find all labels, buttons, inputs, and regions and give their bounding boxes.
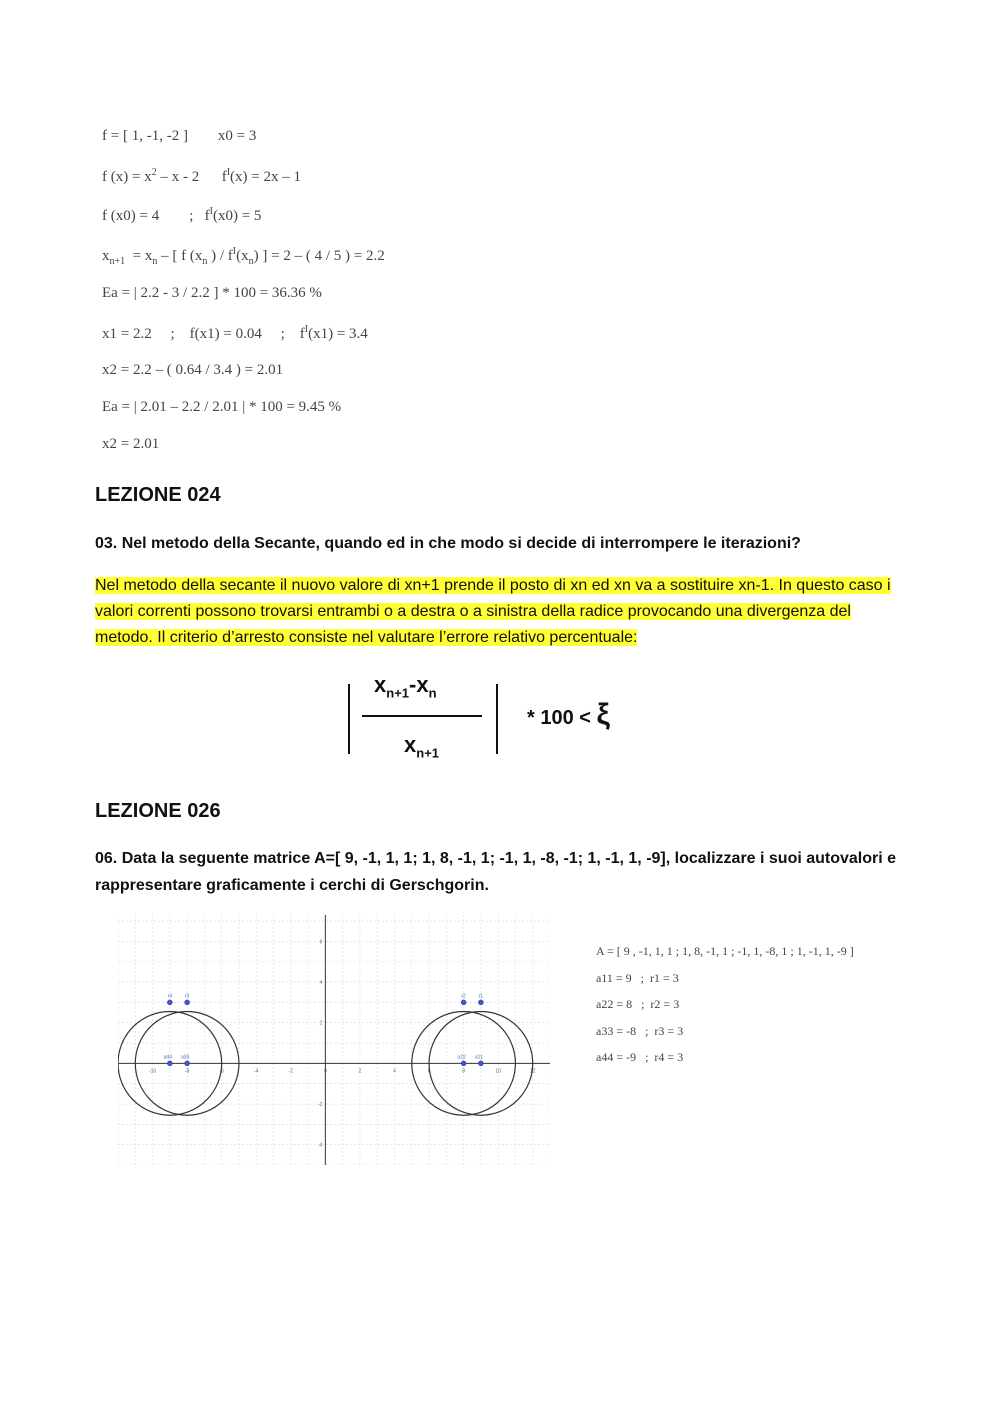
center-point: [478, 1061, 483, 1066]
x-tick-label: 0: [323, 1068, 327, 1075]
x-tick-label: -6: [219, 1068, 224, 1075]
question-03: 03. Nel metodo della Secante, quando ed in che modo si decide di interrompere le iterazioni?: [95, 535, 801, 552]
center-label: a33: [180, 1054, 190, 1061]
answer-highlighted: [95, 573, 907, 651]
radius-label: r1: [478, 993, 484, 1000]
matrix-definition: A = [ 9 , -1, 1, 1 ; 1, 8, -1, 1 ; -1, 1, -8, 1 ; 1, -1, 1, -9 ]: [596, 944, 854, 958]
x-tick-label: -4: [254, 1068, 259, 1075]
x-tick-label: 6: [427, 1068, 431, 1075]
radius-point: [185, 1000, 190, 1005]
y-tick-label: 2: [319, 1020, 323, 1027]
x-tick-label: -10: [148, 1068, 157, 1075]
center-label: a22: [457, 1054, 466, 1061]
step-line: f = [ 1, -1, -2 ] x0 = 3: [102, 128, 257, 144]
fraction-line: [362, 715, 482, 717]
x-tick-label: -2: [288, 1068, 294, 1075]
x-tick-label: 12: [529, 1068, 536, 1075]
center-point: [167, 1061, 172, 1066]
formula-denominator: $x_{n+1}$: [404, 732, 440, 761]
step-line: f (x0) = 4 ; $f^I(x0) = 5$: [102, 206, 262, 224]
radius-label: r3: [184, 993, 190, 1000]
y-tick-label: 4: [319, 980, 323, 987]
x-tick-label: 2: [358, 1068, 362, 1075]
center-label: a11: [474, 1054, 483, 1061]
step-line: x1 = 2.2 ; f(x1) = 0.04 ; $f^I(x1) = 3.4$: [102, 324, 368, 342]
step-line: f $(x) = x^2 - x - 2$ $f^I(x) = 2x - 1$: [102, 167, 301, 185]
stop-criterion-formula: [340, 668, 660, 778]
x-tick-label: 10: [495, 1068, 501, 1075]
x-tick-label: 4: [393, 1068, 396, 1075]
step-line: Ea = | 2.01 – 2.2 / 2.01 | * 100 = 9.45 %: [102, 399, 342, 415]
radius-label: r2: [461, 993, 466, 1000]
y-tick-label: -2: [317, 1102, 323, 1109]
step-line: x2 = 2.01: [102, 436, 160, 452]
row-values: a33 = -8 ; r3 = 3: [596, 1024, 684, 1038]
x-tick-label: 8: [462, 1068, 465, 1075]
x-tick-label: -8: [184, 1068, 190, 1075]
formula-numerator: $x_{n+1}-x_n$: [374, 672, 437, 701]
center-point: [461, 1061, 466, 1066]
answer-text: Nel metodo della secante il nuovo valore di xn+1 prende il posto di xn ed xn va a sostituire xn-1. In questo caso i valori correnti possono trovarsi entrambi o a destra o a sinistra della radice provocando una divergenza del metodo. Il criterio d’arresto consiste nel valutare l’errore relativo percentuale:: [95, 577, 891, 646]
center-point: [185, 1061, 190, 1066]
row-values: a11 = 9 ; r1 = 3: [596, 971, 679, 985]
formula-times-tolerance: * 100 < ξ: [527, 698, 610, 731]
step-line: $x_{n+1} = x_n$ – [ f ($x_n$ ) / $f^I(x_n)$ ] = 2 – ( 4 / 5 ) = 2.2: [102, 246, 385, 267]
abs-bar-right: [496, 684, 498, 754]
gerschgorin-circles-plot: [118, 915, 550, 1165]
row-values: a22 = 8 ; r2 = 3: [596, 997, 680, 1011]
y-tick-label: -4: [317, 1142, 323, 1149]
step-line: Ea = | 2.2 - 3 / 2.2 ] * 100 = 36.36 %: [102, 285, 322, 301]
radius-point: [167, 1000, 172, 1005]
question-06: 06. Data la seguente matrice A=[ 9, -1, 1, 1; 1, 8, -1, 1; -1, 1, -8, -1; 1, -1, 1, -9], localizzare i suoi autovalori e rappresentare graficamente i cerchi di Gerschgorin.: [95, 850, 897, 894]
step-line: x2 = 2.2 – ( 0.64 / 3.4 ) = 2.01: [102, 362, 284, 378]
heading-lezione-024: LEZIONE 024: [95, 484, 221, 506]
center-label: a44: [163, 1054, 173, 1061]
radius-point: [461, 1000, 466, 1005]
row-values: a44 = -9 ; r4 = 3: [596, 1050, 684, 1064]
abs-bar-left: [348, 684, 350, 754]
radius-label: r4: [167, 993, 173, 1000]
y-tick-label: 6: [319, 939, 323, 946]
heading-lezione-026: LEZIONE 026: [95, 800, 221, 822]
radius-point: [478, 1000, 483, 1005]
